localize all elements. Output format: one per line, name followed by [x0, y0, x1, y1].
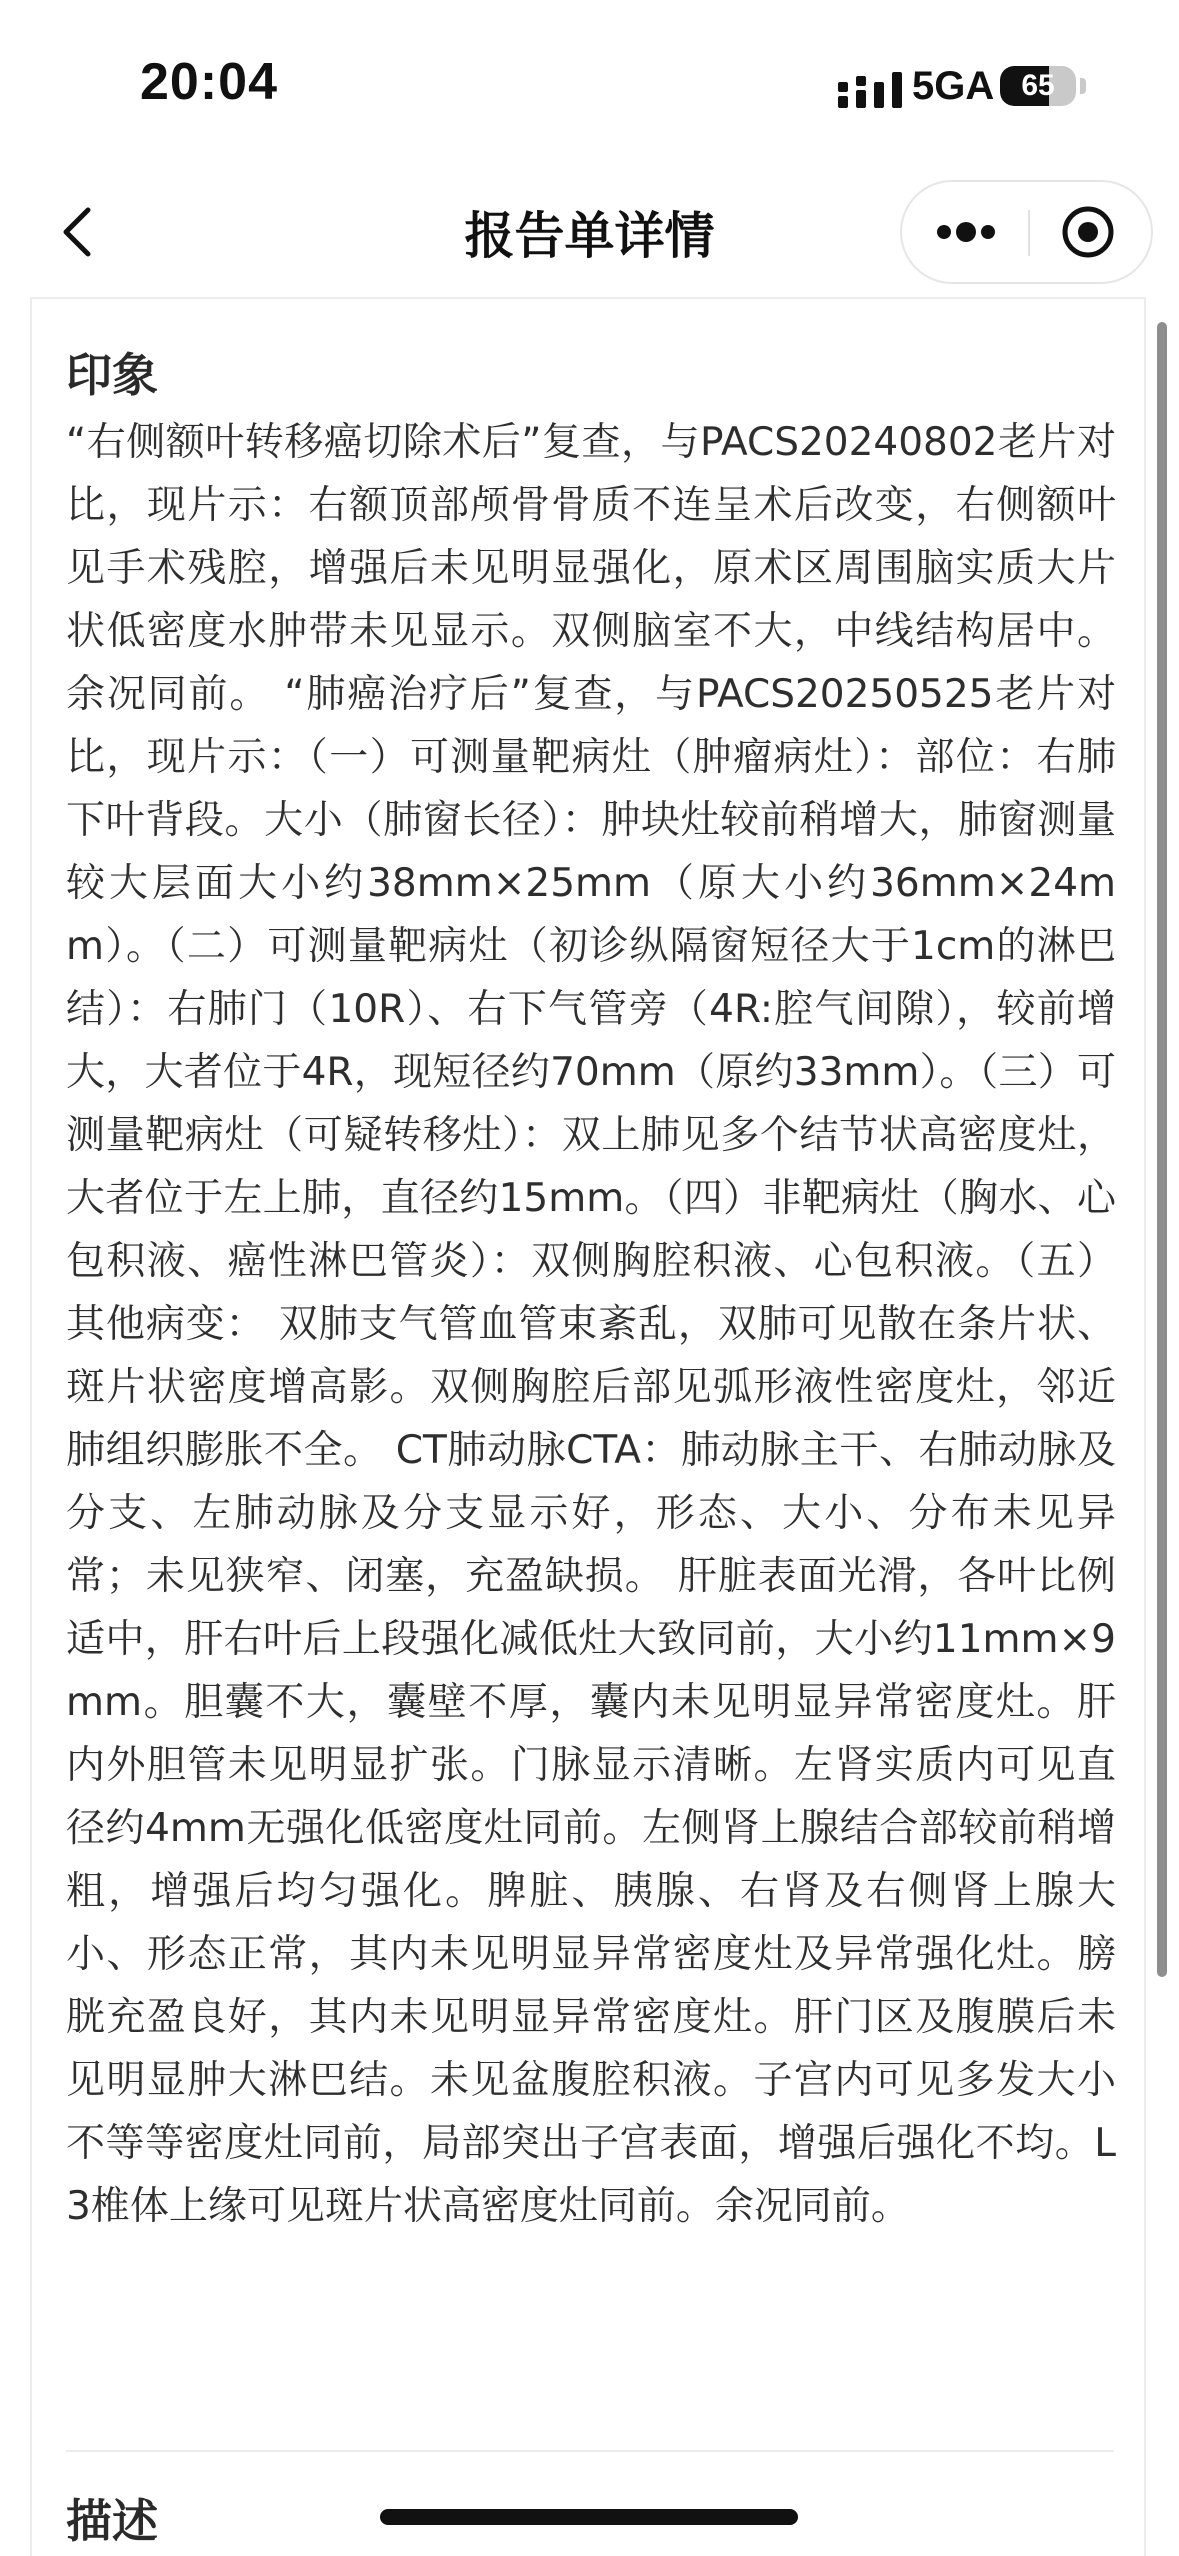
more-dots-icon	[902, 182, 1027, 282]
battery-cap	[1080, 78, 1086, 94]
target-close-icon	[1030, 182, 1153, 282]
network-type: 5GA	[912, 64, 995, 108]
back-button[interactable]	[44, 192, 124, 272]
section-divider	[66, 2450, 1114, 2452]
scrollbar[interactable]	[1157, 322, 1167, 1977]
report-card	[30, 297, 1146, 2556]
impression-text: “右侧额叶转移癌切除术后”复查，与PACS20240802老片对比，现片示：右额顶部颅骨骨质不连呈术后改变，右侧额叶见手术残腔，增强后未见明显强化，原术区周围脑实质大片状低密度水肿带未见显示。双侧脑室不大，中线结构居中。余况同前。 “肺癌治疗后”复查，与PACS20250525老片对比，现片示：（一）可测量靶病灶（肿瘤病灶）：部位：右肺下叶背段。大小（肺窗长径）：肿块灶较前稍增大，肺窗测量较大层面大小约38mm×25mm（原大小约36mm×24mm）。（二）可测量靶病灶（初诊纵隔窗短径大于1cm的淋巴结）：右肺门（10R）、右下气管旁（4R:腔气间隙），较前增大，大者位于4R，现短径约70mm（原约33mm）。（三）可测量靶病灶（可疑转移灶）：双上肺见多个结节状高密度灶，大者位于左上肺，直径约15mm。（四）非靶病灶（胸水、心包积液、癌性淋巴管炎）：双侧胸腔积液、心包积液。（五）其他病变： 双肺支气管血管束紊乱，双肺可见散在条片状、斑片状密度增高影。双侧胸腔后部见弧形液性密度灶，邻近肺组织膨胀不全。 CT肺动脉CTA：肺动脉主干、右肺动脉及分支、左肺动脉及分支显示好，形态、大小、分布未见异常；未见狭窄、闭塞，充盈缺损。 肝脏表面光滑，各叶比例适中，肝右叶后上段强化减低灶大致同前，大小约11mm×9mm。胆囊不大，囊壁不厚，囊内未见明显异常密度灶。肝内外胆管未见明显扩张。门脉显示清晰。左肾实质内可见直径约4mm无强化低密度灶同前。左侧肾上腺结合部较前稍增粗，增强后均匀强化。脾脏、胰腺、右肾及右侧肾上腺大小、形态正常，其内未见明显异常密度灶及异常强化灶。膀胱充盈良好，其内未见明显异常密度灶。肝门区及腹膜后未见明显肿大淋巴结。未见盆腹腔积液。子宫内可见多发大小不等等密度灶同前，局部突出子宫表面，增强后强化不均。L3椎体上缘可见斑片状高密度灶同前。余况同前。	[66, 420, 1116, 2229]
signal-icon	[838, 70, 902, 110]
status-bar	[0, 0, 1179, 170]
description-heading: 描述	[66, 2494, 158, 2548]
page-title: 报告单详情	[464, 207, 715, 265]
more-button[interactable]	[902, 182, 1027, 282]
chevron-left-icon	[44, 192, 124, 272]
mini-program-capsule	[900, 180, 1153, 284]
nav-bar	[0, 170, 1179, 295]
impression-heading: 印象	[66, 348, 158, 402]
close-button[interactable]	[1030, 182, 1153, 282]
battery-level: 65	[1021, 69, 1055, 102]
home-indicator[interactable]	[380, 2509, 798, 2525]
status-time: 20:04	[140, 53, 278, 111]
battery-icon	[1000, 66, 1076, 106]
